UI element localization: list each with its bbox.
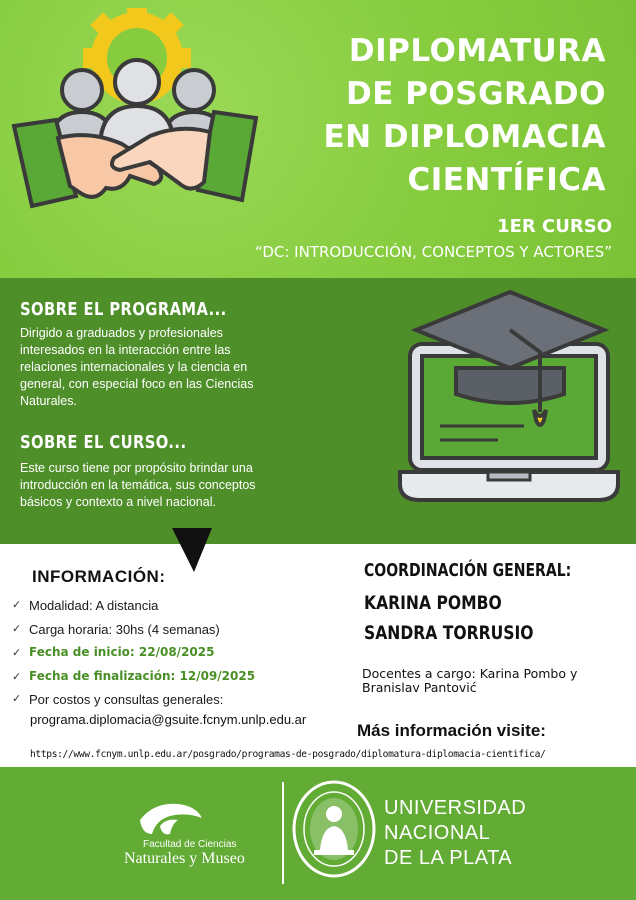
more-info-label: Más información visite: bbox=[357, 721, 546, 740]
pointer-triangle-icon bbox=[172, 528, 212, 572]
laptop-graduation-illustration bbox=[398, 286, 622, 504]
faculty-logo-icon bbox=[134, 800, 206, 840]
checkmark-icon: ✓ bbox=[12, 693, 22, 705]
info-list bbox=[12, 594, 357, 712]
university-seal-icon bbox=[292, 780, 376, 878]
university-name-line: NACIONAL bbox=[384, 822, 491, 844]
checkmark-icon: ✓ bbox=[12, 599, 22, 611]
course-name: “DC: INTRODUCCIÓN, CONCEPTOS Y ACTORES” bbox=[255, 243, 612, 261]
title-line: CIENTÍFICA bbox=[407, 162, 606, 198]
list-item: ✓ Fecha de inicio: 22/08/2025 bbox=[12, 641, 357, 665]
course-description: Este curso tiene por propósito brindar una introducción en la temática, sus conceptos básicos y contexto a nivel nacional. bbox=[20, 461, 256, 509]
partnership-handshake-illustration bbox=[10, 8, 260, 226]
program-description: Dirigido a graduados y profesionales interesados en la interacción entre las relaciones internacionales y la ciencia en general, con especial foco en las Ciencias Naturales. bbox=[20, 326, 254, 408]
checkmark-icon: ✓ bbox=[12, 646, 22, 659]
faculty-name-line1: Facultad de Ciencias bbox=[143, 839, 237, 850]
footer-divider bbox=[282, 782, 284, 884]
list-item: ✓ Fecha de finalización: 12/09/2025 bbox=[12, 665, 357, 689]
contact-email[interactable]: programa.diplomacia@gsuite.fcnym.unlp.edu.ar bbox=[30, 712, 307, 727]
course-number: 1ER CURSO bbox=[497, 216, 612, 237]
checkmark-icon: ✓ bbox=[12, 622, 22, 635]
title-line: EN DIPLOMACIA bbox=[323, 119, 606, 155]
coordinator-name: KARINA POMBO bbox=[364, 592, 502, 614]
info-heading: INFORMACIÓN: bbox=[32, 567, 166, 586]
course-heading: SOBRE EL CURSO... bbox=[20, 432, 187, 453]
teachers-in-charge: Docentes a cargo: Karina Pombo y Branislav Pantović bbox=[362, 666, 578, 695]
program-heading: SOBRE EL PROGRAMA... bbox=[20, 299, 227, 320]
program-url-link[interactable]: https://www.fcnym.unlp.edu.ar/posgrado/programas-de-posgrado/diplomatura-diplomacia-cientifica/ bbox=[30, 749, 546, 760]
title-line: DE POSGRADO bbox=[346, 76, 606, 112]
list-item: ✓ Carga horaria: 30hs (4 semanas) bbox=[12, 618, 357, 642]
university-name-line: UNIVERSIDAD bbox=[384, 797, 527, 819]
faculty-name-line2: Naturales y Museo bbox=[124, 850, 245, 867]
coordination-heading: COORDINACIÓN GENERAL: bbox=[364, 560, 572, 581]
checkmark-icon: ✓ bbox=[12, 669, 22, 683]
list-item: ✓ Por costos y consultas generales: bbox=[12, 688, 357, 712]
coordinator-name: SANDRA TORRUSIO bbox=[364, 622, 534, 644]
list-item: ✓ Modalidad: A distancia bbox=[12, 594, 357, 618]
title-line: DIPLOMATURA bbox=[348, 33, 606, 69]
university-name-line: DE LA PLATA bbox=[384, 847, 513, 869]
program-title bbox=[276, 30, 606, 202]
